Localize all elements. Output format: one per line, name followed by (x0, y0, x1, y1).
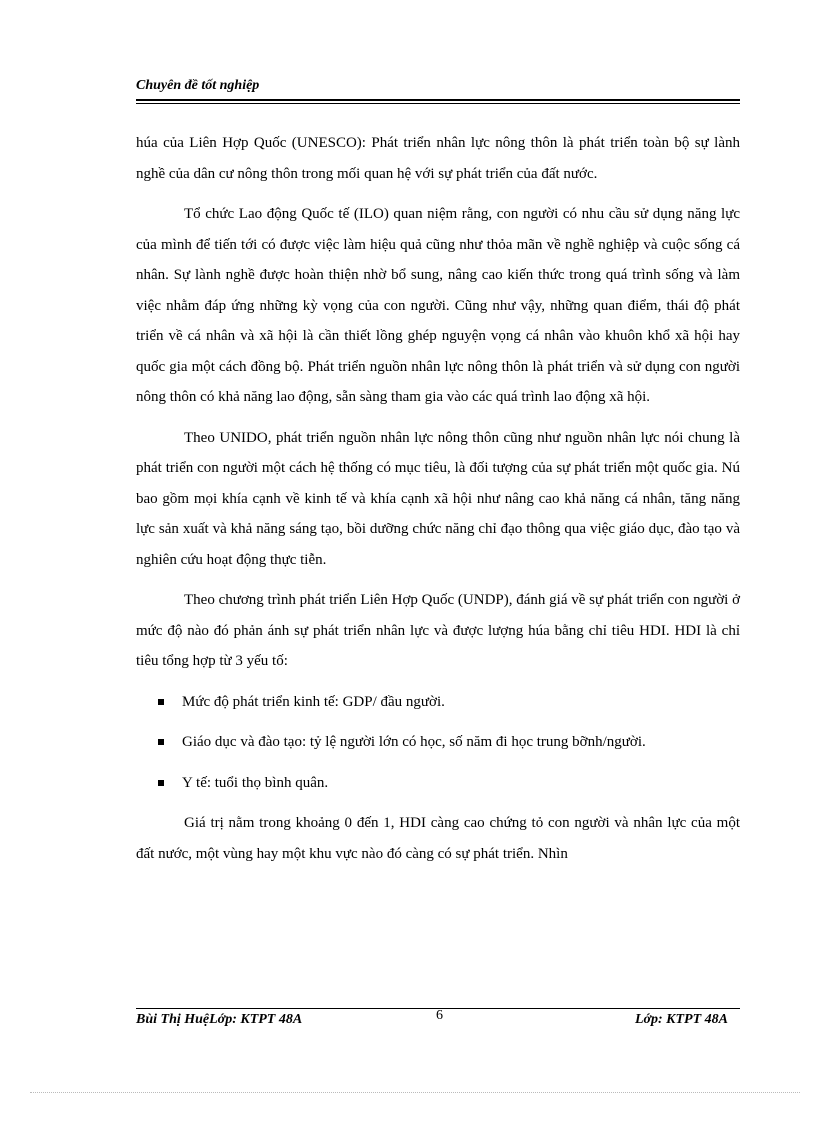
paragraph-ilo: Tổ chức Lao động Quốc tế (ILO) quan niệm rằng, con người có nhu cầu sử dụng năng lực của mình để tiến tới có được việc làm hiệu quả cũng như thỏa mãn về nghề nghiệp và cuộc sống cá nhân. Sự lành nghề được hoàn thiện nhờ bổ sung, nâng cao kiến thức trong quá trình sống và làm việc nhằm đáp ứng những kỳ vọng của con người. Cũng như vậy, những quan điểm, thái độ phát triển về cá nhân và xã hội là cần thiết lồng ghép nguyện vọng cá nhân vào khuôn khổ xã hội hay quốc gia một cách đồng bộ. Phát triển nguồn nhân lực nông thôn là phát triển và sử dụng con người nông thôn có khả năng lao động, sẵn sàng tham gia vào các quá trình lao động xã hội. (136, 206, 740, 405)
footer-class: Lớp: KTPT 48A (634, 1012, 728, 1027)
hdi-factor-list (136, 687, 740, 799)
document-body (136, 128, 740, 879)
paragraph-unido: Theo UNIDO, phát triển nguồn nhân lực nông thôn cũng như nguồn nhân lực nói chung là phát triển con người một cách hệ thống có mục tiêu, là đối tượng của sự phát triển một quốc gia. Nú bao gồm mọi khía cạnh về kinh tế và khía cạnh xã hội như nâng cao khả năng cá nhân, tăng năng lực sản xuất và khả năng sáng tạo, bồi dưỡng chức năng chỉ đạo thông qua việc giáo dục, đào tạo và nghiên cứu hoạt động thực tiễn. (136, 429, 740, 568)
square-bullet-icon (158, 739, 164, 745)
paragraph-closing: Giá trị nằm trong khoảng 0 đến 1, HDI càng cao chứng tỏ con người và nhân lực của một đất nước, một vùng hay một khu vực nào đó càng có sự phát triển. Nhìn (136, 815, 740, 862)
header-rule-thick (136, 99, 740, 101)
list-item-text: Y tế: tuổi thọ bình quân. (182, 774, 329, 791)
list-item (136, 687, 740, 718)
list-item-text: Mức độ phát triển kinh tế: GDP/ đầu người. (182, 693, 445, 710)
square-bullet-icon (158, 780, 164, 786)
page-boundary-divider (30, 1092, 800, 1093)
paragraph-undp: Theo chương trình phát triển Liên Hợp Quốc (UNDP), đánh giá về sự phát triển con người ở mức độ nào đó phản ánh sự phát triển nhân lực và được lượng húa bằng chỉ tiêu HDI. HDI là chỉ tiêu tổng hợp từ 3 yếu tố: (136, 592, 740, 669)
square-bullet-icon (158, 699, 164, 705)
header-rule-thin (136, 103, 740, 104)
footer-author: Bùi Thị HuệLớp: KTPT 48A (136, 1012, 303, 1027)
list-item (136, 768, 740, 799)
list-item (136, 727, 740, 758)
page-header-title: Chuyên đề tốt nghiệp (136, 78, 260, 93)
paragraph-unesco: húa của Liên Hợp Quốc (UNESCO): Phát triển nhân lực nông thôn là phát triển toàn bộ sự lành nghề của dân cư nông thôn trong mối quan hệ với sự phát triển của đất nước. (136, 135, 740, 182)
page-number: 6 (436, 1008, 443, 1023)
list-item-text: Giáo dục và đào tạo: tỷ lệ người lớn có học, số năm đi học trung bỡnh/người. (182, 734, 646, 750)
